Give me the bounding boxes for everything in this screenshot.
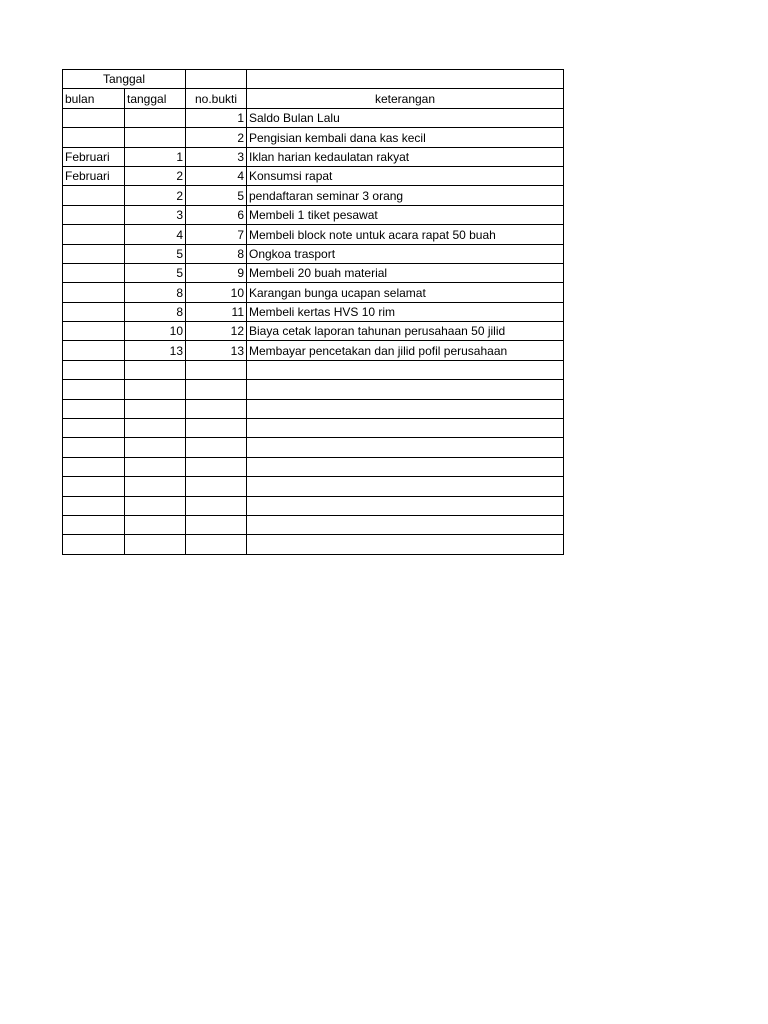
cell-bulan: Februari xyxy=(63,166,125,185)
cell-no-bukti: 1 xyxy=(186,108,247,127)
cell-no-bukti: 11 xyxy=(186,302,247,321)
cell-bulan xyxy=(63,515,125,534)
cell-keterangan: Membeli block note untuk acara rapat 50 buah xyxy=(247,225,564,244)
cell-no-bukti: 12 xyxy=(186,322,247,341)
cell-bulan xyxy=(63,244,125,263)
table-row xyxy=(63,147,564,166)
cell-keterangan: Membeli 1 tiket pesawat xyxy=(247,205,564,224)
cell-keterangan: Membeli kertas HVS 10 rim xyxy=(247,302,564,321)
cell-no-bukti xyxy=(186,457,247,476)
cell-bulan xyxy=(63,225,125,244)
header-tanggal-group: Tanggal xyxy=(63,70,186,89)
cell-bulan xyxy=(63,341,125,360)
cell-tanggal xyxy=(125,457,186,476)
table-row xyxy=(63,477,564,496)
table-row xyxy=(63,186,564,205)
cell-no-bukti xyxy=(186,380,247,399)
cell-keterangan xyxy=(247,496,564,515)
ledger-table xyxy=(62,69,564,555)
cell-keterangan: Konsumsi rapat xyxy=(247,166,564,185)
cell-no-bukti xyxy=(186,399,247,418)
cell-bulan: Februari xyxy=(63,147,125,166)
cell-keterangan xyxy=(247,515,564,534)
cell-no-bukti: 7 xyxy=(186,225,247,244)
cell-bulan xyxy=(63,438,125,457)
cell-keterangan: Iklan harian kedaulatan rakyat xyxy=(247,147,564,166)
cell-bulan xyxy=(63,205,125,224)
cell-tanggal: 2 xyxy=(125,166,186,185)
cell-no-bukti: 8 xyxy=(186,244,247,263)
cell-bulan xyxy=(63,108,125,127)
cell-keterangan xyxy=(247,399,564,418)
table-row xyxy=(63,496,564,515)
table-row xyxy=(63,225,564,244)
header-row-sub xyxy=(63,89,564,108)
cell-no-bukti xyxy=(186,477,247,496)
cell-keterangan: Saldo Bulan Lalu xyxy=(247,108,564,127)
cell-bulan xyxy=(63,302,125,321)
cell-keterangan xyxy=(247,380,564,399)
table-row xyxy=(63,399,564,418)
cell-tanggal: 3 xyxy=(125,205,186,224)
table-row xyxy=(63,128,564,147)
cell-keterangan xyxy=(247,438,564,457)
table-row xyxy=(63,360,564,379)
cell-tanggal xyxy=(125,108,186,127)
cell-tanggal xyxy=(125,477,186,496)
cell-tanggal: 8 xyxy=(125,283,186,302)
cell-tanggal: 13 xyxy=(125,341,186,360)
cell-keterangan xyxy=(247,457,564,476)
cell-no-bukti: 13 xyxy=(186,341,247,360)
cell-keterangan: Membeli 20 buah material xyxy=(247,263,564,282)
cell-bulan xyxy=(63,283,125,302)
cell-bulan xyxy=(63,399,125,418)
table-row xyxy=(63,244,564,263)
table-row xyxy=(63,535,564,554)
cell-tanggal: 2 xyxy=(125,186,186,205)
cell-tanggal: 10 xyxy=(125,322,186,341)
table-row xyxy=(63,283,564,302)
table-row xyxy=(63,263,564,282)
cell-tanggal xyxy=(125,360,186,379)
cell-keterangan: pendaftaran seminar 3 orang xyxy=(247,186,564,205)
cell-keterangan: Membayar pencetakan dan jilid pofil perusahaan xyxy=(247,341,564,360)
cell-no-bukti xyxy=(186,360,247,379)
cell-bulan xyxy=(63,419,125,438)
cell-no-bukti xyxy=(186,535,247,554)
table-row xyxy=(63,322,564,341)
table-row xyxy=(63,457,564,476)
header-bulan: bulan xyxy=(63,89,125,108)
table-row xyxy=(63,205,564,224)
cell-bulan xyxy=(63,360,125,379)
table-row xyxy=(63,438,564,457)
cell-bulan xyxy=(63,457,125,476)
cell-bulan xyxy=(63,380,125,399)
cell-no-bukti: 4 xyxy=(186,166,247,185)
header-row-top xyxy=(63,70,564,89)
cell-keterangan xyxy=(247,477,564,496)
cell-tanggal xyxy=(125,399,186,418)
cell-tanggal xyxy=(125,380,186,399)
cell-no-bukti: 6 xyxy=(186,205,247,224)
cell-tanggal xyxy=(125,419,186,438)
table-row xyxy=(63,515,564,534)
cell-no-bukti: 3 xyxy=(186,147,247,166)
cell-keterangan xyxy=(247,360,564,379)
header-keterangan-top xyxy=(247,70,564,89)
cell-tanggal: 1 xyxy=(125,147,186,166)
table-row xyxy=(63,419,564,438)
table-row xyxy=(63,341,564,360)
cell-no-bukti xyxy=(186,515,247,534)
cell-bulan xyxy=(63,186,125,205)
cell-tanggal: 5 xyxy=(125,263,186,282)
cell-no-bukti xyxy=(186,419,247,438)
cell-bulan xyxy=(63,322,125,341)
cell-tanggal xyxy=(125,535,186,554)
cell-keterangan: Karangan bunga ucapan selamat xyxy=(247,283,564,302)
cell-no-bukti: 10 xyxy=(186,283,247,302)
table-row xyxy=(63,380,564,399)
cell-bulan xyxy=(63,263,125,282)
cell-bulan xyxy=(63,496,125,515)
cell-keterangan: Pengisian kembali dana kas kecil xyxy=(247,128,564,147)
cell-tanggal xyxy=(125,438,186,457)
cell-tanggal: 5 xyxy=(125,244,186,263)
header-tanggal: tanggal xyxy=(125,89,186,108)
table-row xyxy=(63,166,564,185)
cell-tanggal: 8 xyxy=(125,302,186,321)
cell-no-bukti: 9 xyxy=(186,263,247,282)
cell-tanggal xyxy=(125,515,186,534)
table-row xyxy=(63,108,564,127)
cell-no-bukti: 2 xyxy=(186,128,247,147)
cell-keterangan: Biaya cetak laporan tahunan perusahaan 50 jilid xyxy=(247,322,564,341)
cell-keterangan xyxy=(247,535,564,554)
cell-no-bukti: 5 xyxy=(186,186,247,205)
cell-keterangan: Ongkoa trasport xyxy=(247,244,564,263)
cell-keterangan xyxy=(247,419,564,438)
table-row xyxy=(63,302,564,321)
cell-bulan xyxy=(63,535,125,554)
cell-no-bukti xyxy=(186,496,247,515)
header-no-bukti: no.bukti xyxy=(186,89,247,108)
cell-bulan xyxy=(63,128,125,147)
cell-tanggal: 4 xyxy=(125,225,186,244)
cell-no-bukti xyxy=(186,438,247,457)
cell-tanggal xyxy=(125,496,186,515)
header-no-bukti-top xyxy=(186,70,247,89)
cell-tanggal xyxy=(125,128,186,147)
cell-bulan xyxy=(63,477,125,496)
header-keterangan: keterangan xyxy=(247,89,564,108)
